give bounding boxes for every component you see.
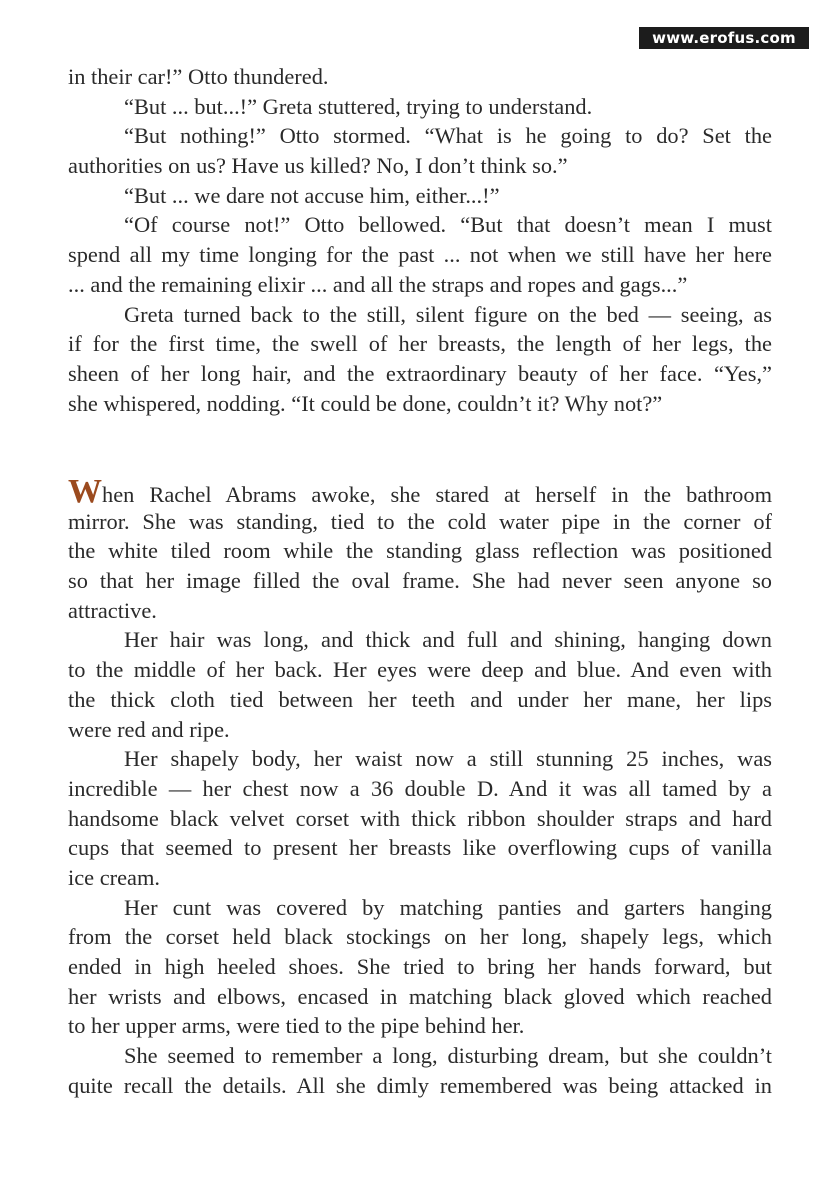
text-line: to the middle of her back. Her eyes were deep and blue. And even with	[68, 657, 772, 683]
site-watermark: www.erofus.com	[639, 27, 809, 49]
text-line: ice cream.	[68, 864, 160, 890]
text-line: “But ... but...!” Greta stuttered, trying to understand.	[124, 93, 593, 119]
text-line: “Of course not!” Otto bellowed. “But that doesn’t mean I must	[124, 212, 772, 238]
text-line: in their car!” Otto thundered.	[68, 64, 329, 89]
text-line-first	[68, 473, 772, 510]
text-line: incredible — her chest now a 36 double D. And it was all tamed by a	[68, 775, 772, 801]
text-line: ... and the remaining elixir ... and all the straps and ropes and gags...”	[68, 271, 688, 297]
text-line: attractive.	[68, 597, 157, 623]
text-line: Her cunt was covered by matching panties and garters hanging	[124, 894, 772, 920]
text-line: Her hair was long, and thick and full and shining, hanging down	[124, 627, 772, 653]
drop-cap: W	[68, 473, 102, 510]
text-line: quite recall the details. All she dimly remembered was being attacked in	[68, 1072, 772, 1098]
text-line: handsome black velvet corset with thick ribbon shoulder straps and hard	[68, 805, 772, 831]
text-line: spend all my time longing for the past ... not when we still have her here	[68, 242, 772, 268]
text-line: from the corset held black stockings on her long, shapely legs, which	[68, 924, 772, 950]
text-line: She seemed to remember a long, disturbing dream, but she couldn’t	[124, 1043, 772, 1069]
text-line: authorities on us? Have us killed? No, I don’t think so.”	[68, 153, 568, 179]
text-line: Her shapely body, her waist now a still stunning 25 inches, was	[124, 746, 772, 772]
text-line: Greta turned back to the still, silent figure on the bed — seeing, as	[124, 301, 772, 327]
text-line: her wrists and elbows, encased in matching black gloved which reached	[68, 983, 772, 1009]
text-line: she whispered, nodding. “It could be done, couldn’t it? Why not?”	[68, 390, 663, 416]
first-line-text: hen Rachel Abrams awoke, she stared at herself in the bathroom	[102, 482, 772, 507]
text-line: mirror. She was standing, tied to the cold water pipe in the corner of	[68, 508, 772, 534]
text-line: so that her image filled the oval frame. She had never seen anyone so	[68, 568, 772, 594]
text-line: sheen of her long hair, and the extraordinary beauty of her face. “Yes,”	[68, 360, 772, 386]
text-line: “But nothing!” Otto stormed. “What is he going to do? Set the	[124, 123, 772, 149]
text-line: were red and ripe.	[68, 716, 230, 742]
text-line: the white tiled room while the standing glass reflection was positioned	[68, 538, 772, 564]
text-line: “But ... we dare not accuse him, either...!”	[124, 182, 500, 208]
text-line: the thick cloth tied between her teeth and under her mane, her lips	[68, 686, 772, 712]
text-line: cups that seemed to present her breasts like overflowing cups of vanilla	[68, 835, 772, 861]
text-line: if for the first time, the swell of her breasts, the length of her legs, the	[68, 331, 772, 357]
text-block-new-scene	[68, 473, 772, 1100]
text-line: ended in high heeled shoes. She tried to bring her hands forward, but	[68, 954, 772, 979]
text-line: to her upper arms, were tied to the pipe behind her.	[68, 1013, 525, 1039]
text-block-scene-end	[68, 62, 772, 418]
